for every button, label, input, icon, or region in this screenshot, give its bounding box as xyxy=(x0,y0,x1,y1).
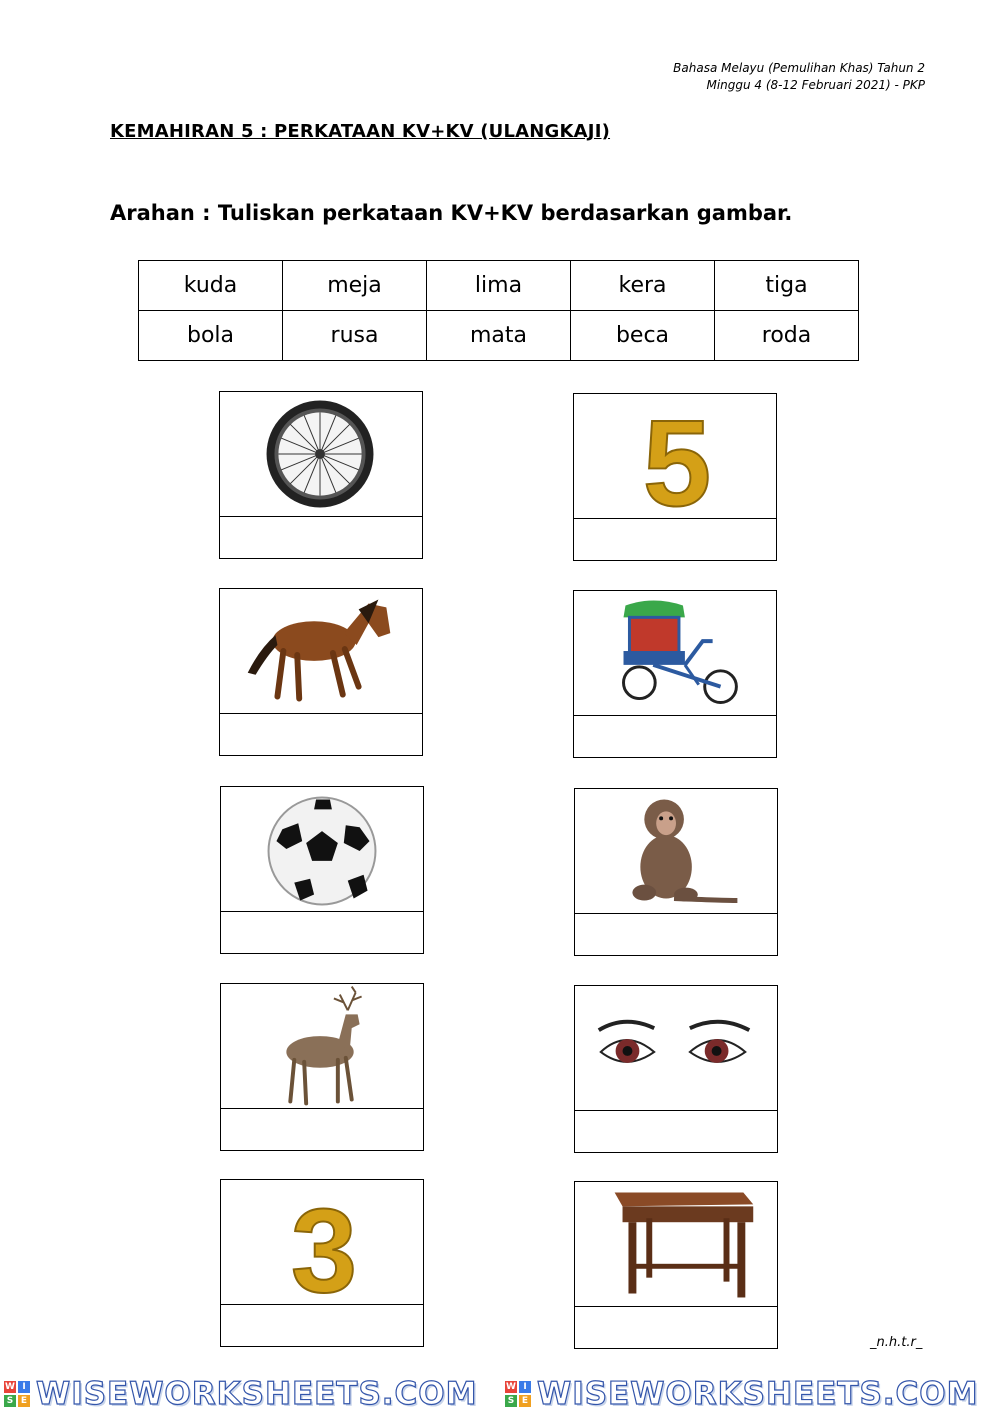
answer-box[interactable] xyxy=(221,1305,423,1346)
word-cell: roda xyxy=(715,311,859,361)
watermark-text: WISEWORKSHEETS.COM xyxy=(36,1376,478,1412)
word-cell: rusa xyxy=(283,311,427,361)
digit-5: 5 xyxy=(642,395,712,518)
digit-3: 3 xyxy=(290,1184,358,1304)
word-cell: bola xyxy=(139,311,283,361)
card-wheel xyxy=(219,391,423,559)
deer-picture xyxy=(221,984,423,1109)
card-football xyxy=(220,786,424,954)
course-header xyxy=(673,60,925,94)
number-5-picture xyxy=(574,394,776,519)
table-picture xyxy=(575,1182,777,1307)
card-number-5 xyxy=(573,393,777,561)
answer-box[interactable] xyxy=(220,517,422,558)
eyes-icon xyxy=(575,986,777,1110)
card-horse xyxy=(219,588,423,756)
word-cell: mata xyxy=(427,311,571,361)
monkey-icon xyxy=(575,789,777,913)
number-3-icon xyxy=(221,1180,423,1304)
logo-letter: I xyxy=(519,1381,531,1393)
watermark-left xyxy=(4,1376,478,1412)
answer-box[interactable] xyxy=(575,1307,777,1348)
course-line: Bahasa Melayu (Pemulihan Khas) Tahun 2 xyxy=(673,61,925,75)
number-3-picture xyxy=(221,1180,423,1305)
logo-letter: W xyxy=(506,1382,516,1392)
card-eyes xyxy=(574,985,778,1153)
word-cell: meja xyxy=(283,261,427,311)
logo-letter: E xyxy=(18,1395,30,1407)
watermark-logo-icon xyxy=(4,1381,30,1407)
answer-box[interactable] xyxy=(220,714,422,755)
answer-box[interactable] xyxy=(574,716,776,757)
answer-box[interactable] xyxy=(575,1111,777,1152)
logo-letter: E xyxy=(519,1395,531,1407)
card-monkey xyxy=(574,788,778,956)
monkey-picture xyxy=(575,789,777,914)
answer-box[interactable] xyxy=(575,914,777,955)
week-line: Minggu 4 (8-12 Februari 2021) - PKP xyxy=(706,78,925,92)
card-number-3 xyxy=(220,1179,424,1347)
horse-icon xyxy=(220,589,422,713)
watermark-logo-icon xyxy=(505,1381,531,1407)
wheel-icon xyxy=(220,392,422,516)
table-icon xyxy=(575,1182,777,1306)
answer-box[interactable] xyxy=(221,912,423,953)
football-icon xyxy=(221,787,423,911)
football-picture xyxy=(221,787,423,912)
word-cell: kuda xyxy=(139,261,283,311)
word-cell: tiga xyxy=(715,261,859,311)
number-5-icon xyxy=(574,394,776,518)
watermark-right xyxy=(505,1376,979,1412)
trishaw-picture xyxy=(574,591,776,716)
word-bank-row-1 xyxy=(139,261,859,311)
logo-letter: S xyxy=(4,1395,16,1407)
card-table xyxy=(574,1181,778,1349)
logo-letter: I xyxy=(18,1381,30,1393)
word-cell: beca xyxy=(571,311,715,361)
wheel-picture xyxy=(220,392,422,517)
logo-letter: S xyxy=(505,1395,517,1407)
trishaw-icon xyxy=(574,591,776,715)
eyes-picture xyxy=(575,986,777,1111)
word-bank-table xyxy=(138,260,859,361)
deer-icon xyxy=(221,984,423,1108)
word-cell: kera xyxy=(571,261,715,311)
answer-box[interactable] xyxy=(221,1109,423,1150)
card-deer xyxy=(220,983,424,1151)
word-bank-row-2 xyxy=(139,311,859,361)
word-cell: lima xyxy=(427,261,571,311)
skill-title: KEMAHIRAN 5 : PERKATAAN KV+KV (ULANGKAJI) xyxy=(110,121,611,142)
signature: _n.h.t.r_ xyxy=(870,1335,923,1350)
instruction: Arahan : Tuliskan perkataan KV+KV berdasarkan gambar. xyxy=(110,201,793,225)
watermark-text: WISEWORKSHEETS.COM xyxy=(537,1376,979,1412)
horse-picture xyxy=(220,589,422,714)
logo-letter: W xyxy=(5,1382,15,1392)
card-trishaw xyxy=(573,590,777,758)
answer-box[interactable] xyxy=(574,519,776,560)
